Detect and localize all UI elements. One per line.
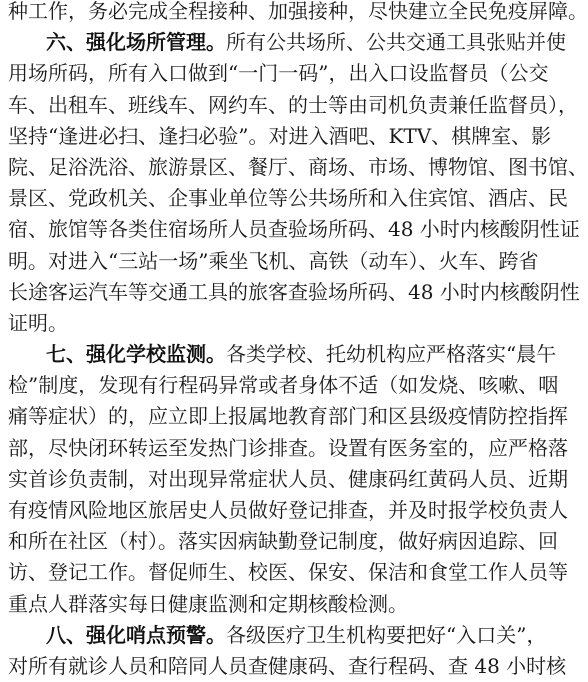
section-8-line-2: 对所有就诊人员和陪同人员查健康码、查行程码、查 48 小时核 (8, 653, 567, 678)
section-6-paragraph (8, 27, 588, 339)
section-6-first-text: 所有公共场所、公共交通工具张贴并使 (226, 30, 566, 55)
intro-paragraph (8, 0, 588, 27)
intro-line-1: 种工作，务必完成全程接种、加强接种，尽快建立全民免疫屏障。 (8, 0, 588, 23)
section-7-paragraph (8, 339, 568, 620)
section-7-line-8: 访、登记工作。督促师生、校医、保安、保洁和食堂工作人员等 (8, 560, 568, 585)
section-7-line-2: 检”制度，发现有行程码异常或者身体不适（如发烧、咳嗽、咽 (8, 373, 559, 398)
section-6-line-4: 坚持“逢进必扫、逢扫必验”。对进入酒吧、KTV、棋牌室、影 (8, 123, 552, 148)
section-7-line-9: 重点人群落实每日健康监测和定期核酸检测。 (8, 591, 408, 616)
section-6-heading: 六、强化场所管理。 (46, 30, 226, 55)
section-7-line-7: 和所在社区（村）。落实因病缺勤登记制度，做好病因追踪、回 (8, 529, 558, 554)
section-7-line-6: 有疫情风险地区旅居史人员做好登记排查，并及时报学校负责人 (8, 498, 568, 522)
section-6-line-3: 车、出租车、班线车、网约车、的士等由司机负责兼任监督员）， (8, 92, 578, 117)
section-6-line-5: 院、足浴洗浴、旅游景区、餐厅、商场、市场、博物馆、图书馆、 (8, 154, 588, 179)
section-7-first-text: 各类学校、托幼机构应严格落实“晨午 (226, 342, 557, 367)
section-7-heading: 七、强化学校监测。 (46, 342, 226, 367)
section-6-line-6: 景区、党政机关、企事业单位等公共场所和入住宾馆、酒店、民 (8, 186, 568, 211)
section-6-line-2: 用场所码，所有入口做到“一门一码”，出入口设监督员（公交 (8, 61, 549, 86)
section-8-first-text: 各级医疗卫生机构要把好“入口关”， (226, 622, 547, 647)
section-6-line-10: 证明。 (8, 310, 68, 335)
section-7-line-4: 部，尽快闭环转运至发热门诊排查。设置有医务室的，应严格落 (8, 435, 568, 460)
section-8-heading: 八、强化哨点预警。 (46, 622, 226, 647)
section-8-paragraph (8, 620, 567, 682)
section-6-line-1 (8, 27, 566, 58)
section-6-line-8: 明。对进入“三站一场”乘坐飞机、高铁（动车）、火车、跨省 (8, 248, 539, 273)
section-7-line-5: 实首诊负责制，对出现异常症状人员、健康码红黄码人员、近期 (8, 466, 568, 491)
section-6-line-9: 长途客运汽车等交通工具的旅客查验场所码、48 小时内核酸阴性 (8, 279, 580, 304)
section-6-line-7: 宿、旅馆等各类住宿场所人员查验场所码、48 小时内核酸阴性证 (8, 217, 580, 242)
section-7-line-1 (8, 339, 557, 370)
section-7-line-3: 痛等症状）的，应立即上报属地教育部门和区县级疫情防控指挥 (8, 404, 568, 429)
section-8-line-1 (8, 620, 547, 651)
